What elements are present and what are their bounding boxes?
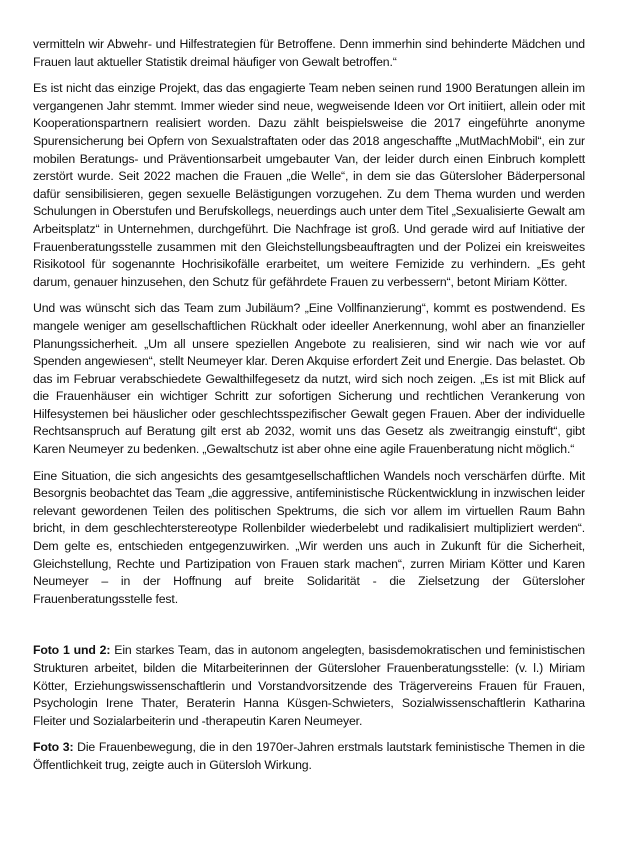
photo-caption-1 [33,642,585,730]
photo-caption-1-label: Foto 1 und 2: [33,643,111,658]
document-page [33,36,585,784]
photo-caption-2-text: Die Frauenbewegung, die in den 1970er-Jahren erstmals lautstark feministische Themen in die Öffentlichkeit trug, zeigte auch in Gütersloh Wirkung. [33,740,585,772]
photo-caption-1-text: Ein starkes Team, das in autonom angelegten, basisdemokratischen und feministischen Strukturen arbeitet, bilden die Mitarbeiterinnen der Gütersloher Frauenberatungsstelle: (v. l.) Miriam Kötter, Erziehungswissenschaftlerin und Vorstandvorsitzende des Trägervereins Frauen für Frauen, Psychologin Irene Thater, Beraterin Hanna Küsgen-Schwieters, Sozialwissenschaftlerin Katharina Fleiter und Sozialarbeiterin und -therapeutin Karen Neumeyer. [33,643,585,728]
body-paragraph-4: Eine Situation, die sich angesichts des gesamtgesellschaftlichen Wandels noch verschärfen dürfte. Mit Besorgnis beobachtet das Team „die aggressive, antifeministische Rückentwicklung in inzwischen leider relevant gewordenen Teilen des politischen Spektrums, die sich vor allem im virtuellen Raum Bahn bricht, in dem geschlechterstereotype Rollenbilder wiederbelebt und radikalisiert multipliziert werden“. Dem gelte es, entschieden entgegenzuwirken. „Wir werden uns auch in Zukunft für die Sicherheit, Gleichstellung, Rechte und Partizipation von Frauen stark machen“, zurren Miriam Kötter und Karen Neumeyer – in der Hoffnung auf breite Solidarität - die Zielsetzung der Gütersloher Frauenberatungsstelle fest. [33,468,585,606]
body-paragraph-2: Es ist nicht das einzige Projekt, das das engagierte Team neben seinen rund 1900 Beratungen allein im vergangenen Jahr stemmt. Immer wieder sind neue, wegweisende Ideen vor Ort initiiert, allein oder mit Kooperationspartnern realisiert worden. Dazu zählt beispielsweise die 2017 eingeführte anonyme Spurensicherung bei Opfern von Sexualstraftaten oder das 2018 angeschaffte „MutMachMobil“, ein zur mobilen Beratungs- und Präventionsarbeit umgebauter Van, der leider durch einen Einbruch komplett zerstört wurde. Seit 2022 machen die Frauen „die Welle“, in dem sie das Gütersloher Bäderpersonal dafür sensibilisieren, gegen sexuelle Belästigungen vorzugehen. Zu dem Thema wurden und werden Schulungen in Oberstufen und Berufskollegs, neuerdings auch unter dem Titel „Sexualisierte Gewalt am Arbeitsplatz“ in Unternehmen, durchgeführt. Die Nachfrage ist groß. Und gerade wird auf Initiative der Frauenberatungsstelle zusammen mit den Gleichstellungsbeauftragten und der Polizei ein kreisweites Risikotool für sogenannte Hochrisikofälle erarbeitet, um weitere Femizide zu verhindern. „Es geht darum, genauer hinzusehen, den Schutz für gefährdete Frauen zu verbessern“, betont Miriam Kötter. [33,81,585,289]
photo-caption-2-label: Foto 3: [33,740,74,755]
photo-caption-2 [33,739,585,774]
body-paragraph-3: Und was wünscht sich das Team zum Jubiläum? „Eine Vollfinanzierung“, kommt es postwendend. Es mangele weniger am gesellschaftlichen Rückhalt oder ideeller Anerkennung, wohl aber an finanzieller Planungssicherheit. „Um all unsere speziellen Angebote zu realisieren, sind wir nach wie vor auf Spenden angewiesen“, stellt Neumeyer klar. Deren Akquise erfordert Zeit und Energie. Das belastet. Ob das im Februar verabschiedete Gewalthilfegesetz da nutzt, wird sich noch zeigen. „Es ist mit Blick auf die Frauenhäuser ein wichtiger Schritt zur sofortigen Sicherung und rechtlichen Verankerung von Hilfesystemen bei häuslicher oder geschlechtsspezifischer Gewalt gegen Frauen. Aber der individuelle Rechtsanspruch auf Beratung gilt erst ab 2032, womit uns das Gesetz als zweitrangig einstuft“, gibt Karen Neumeyer zu bedenken. „Gewaltschutz ist aber ohne eine agile Frauenberatung nicht möglich.“ [33,301,585,457]
body-paragraph-1: vermitteln wir Abwehr- und Hilfestrategien für Betroffene. Denn immerhin sind behinderte Mädchen und Frauen laut aktueller Statistik dreimal häufiger von Gewalt betroffen.“ [33,37,585,69]
